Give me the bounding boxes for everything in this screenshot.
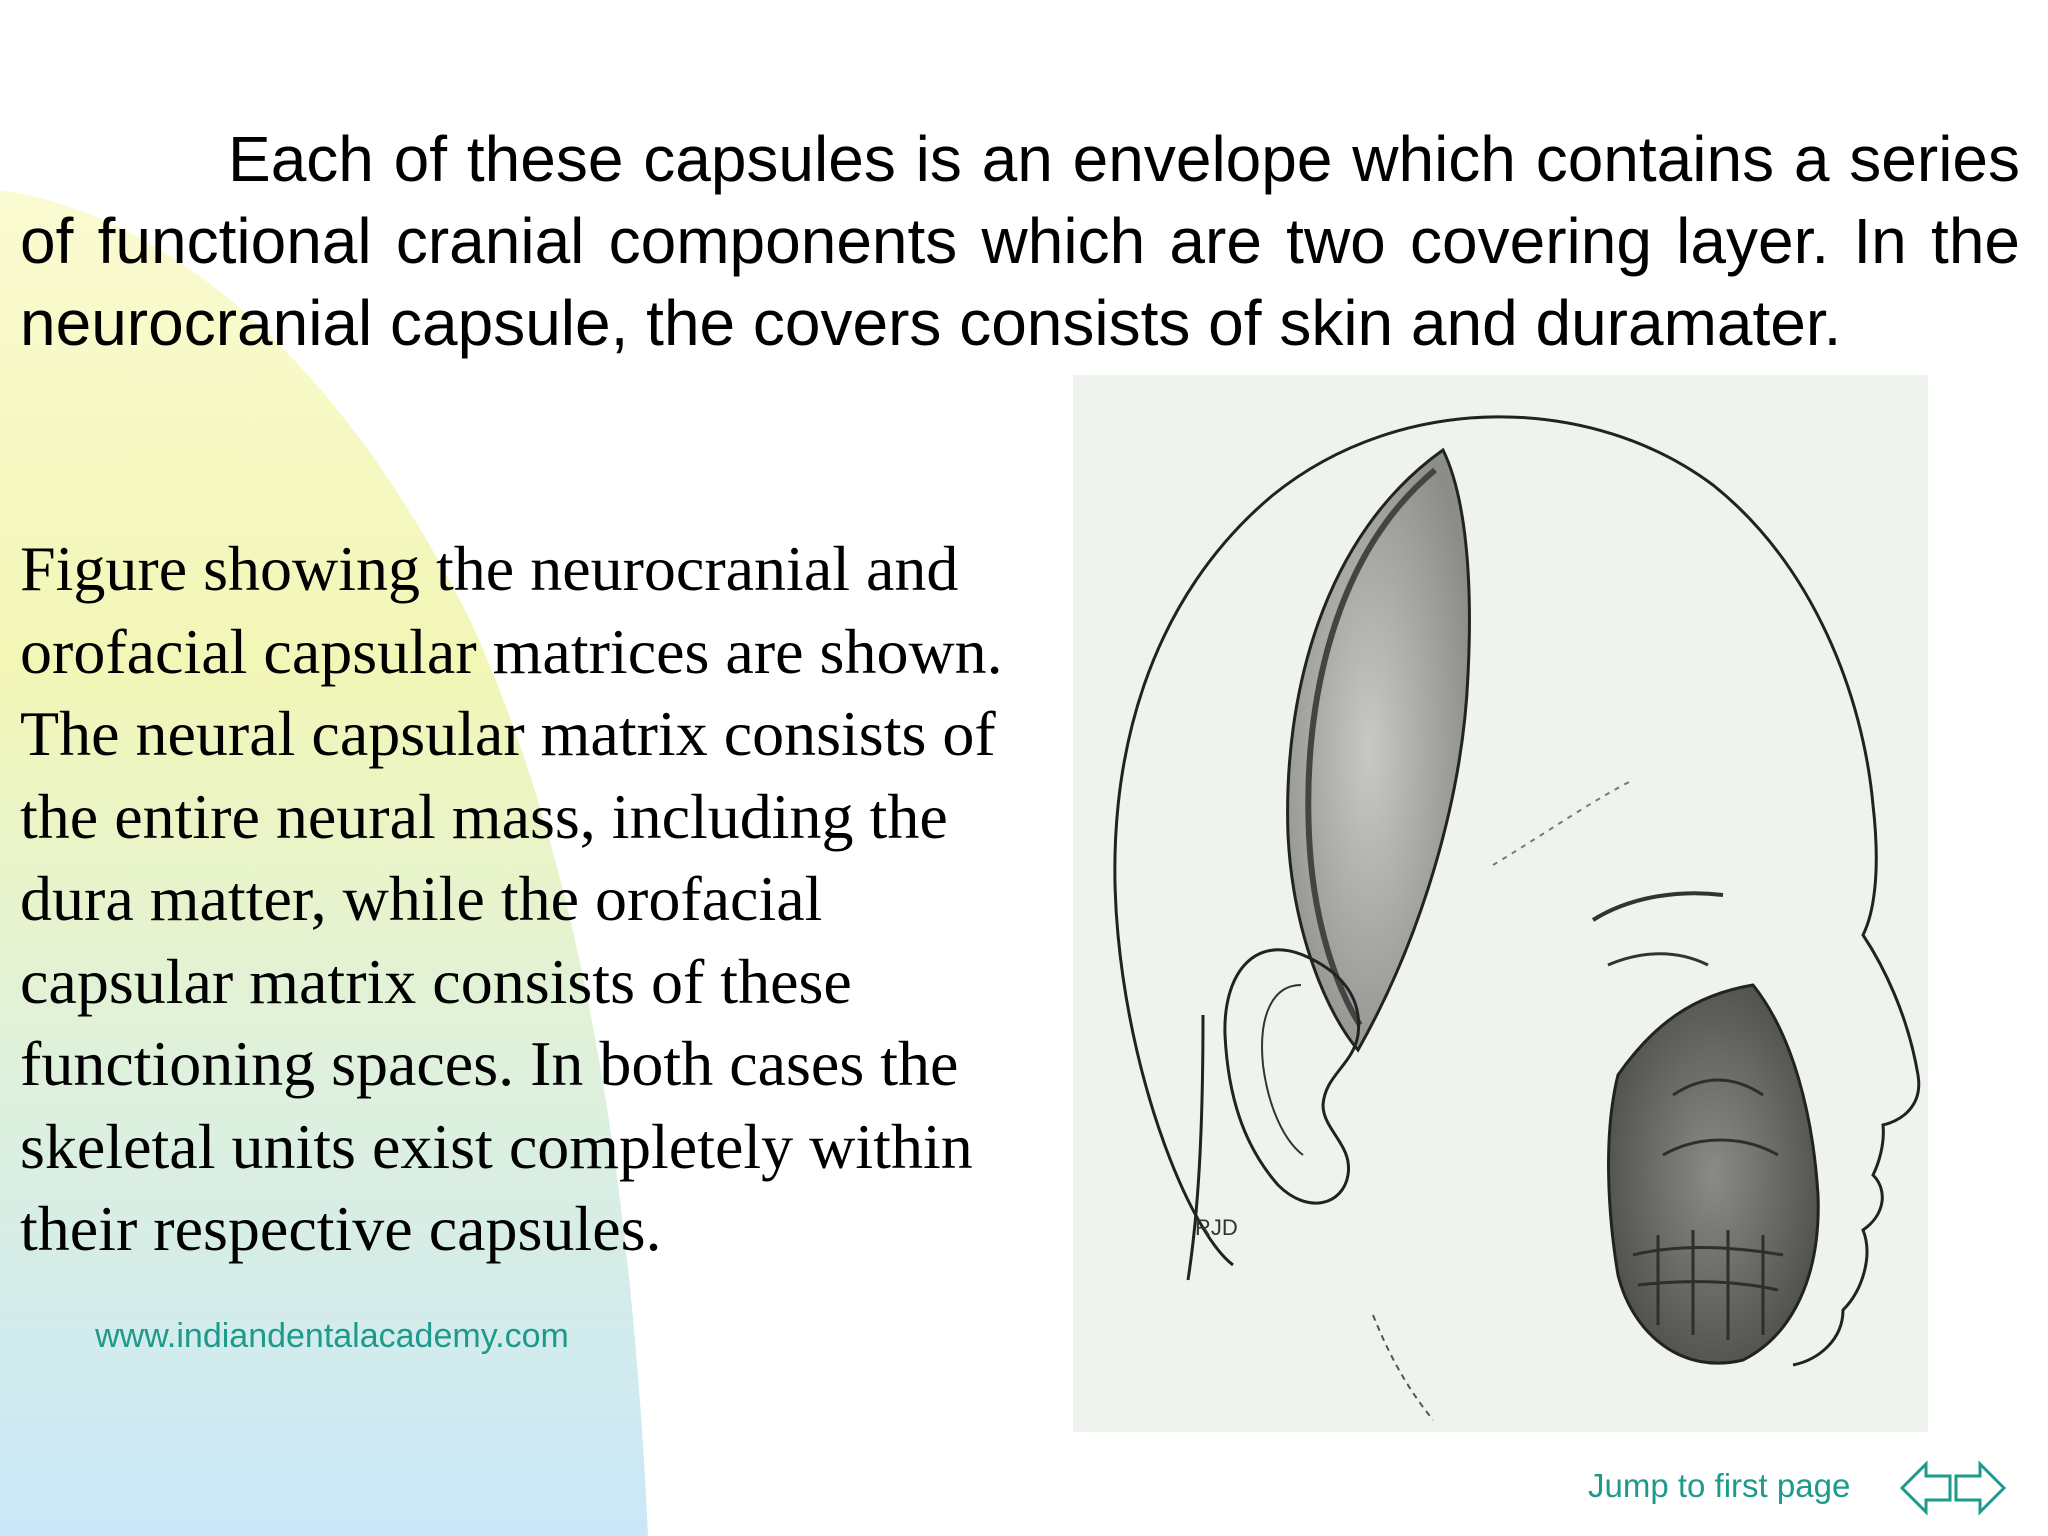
footer-website-link[interactable]: www.indiandentalacademy.com xyxy=(95,1317,569,1355)
head-illustration xyxy=(1073,375,1928,1432)
eyebrow xyxy=(1593,893,1723,920)
figure-caption: Figure showing the neurocranial and orofacial capsular matrices are shown. The neural capsular matrix consists of the entire neural mass, including the dura matter, while the orofacial capsular matrix consists of these functioning spaces. In both cases the skeletal units exist completely within their respective capsules. xyxy=(20,533,1003,1264)
slide-navigation xyxy=(1898,1458,2008,1518)
illustrator-signature: RJD xyxy=(1195,1215,1238,1240)
jump-to-first-page-link[interactable]: Jump to first page xyxy=(1588,1467,1851,1504)
eye xyxy=(1608,954,1708,965)
intro-paragraph: Each of these capsules is an envelope which contains a series of functional cranial components which are two covering layer. In the neurocranial capsule, the covers consists of skin and duramater. xyxy=(20,123,2020,359)
right-arrow-icon[interactable] xyxy=(1953,1458,2008,1518)
orofacial-capsule xyxy=(1609,985,1819,1363)
neck-line xyxy=(1188,1015,1203,1280)
left-arrow-icon[interactable] xyxy=(1898,1458,1953,1518)
head-drawing xyxy=(1073,375,1928,1432)
